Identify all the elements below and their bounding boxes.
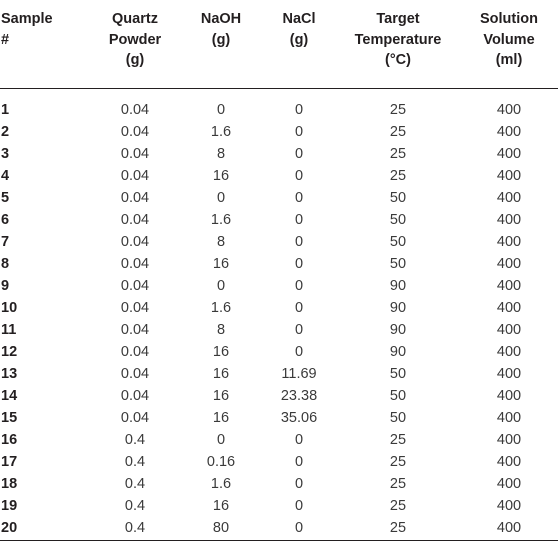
table-row [0,406,558,428]
naoh-cell: 16 [212,498,230,514]
quartz-powder-cell: 0.04 [120,212,150,228]
quartz-powder-cell: 0.04 [120,366,150,382]
table-row [0,230,558,252]
temperature-cell: 25 [389,168,407,184]
volume-cell: 400 [496,168,522,184]
sample-number-cell: 1 [1,102,10,118]
header-line: (g) [289,31,309,48]
volume-cell: 400 [496,234,522,250]
volume-cell: 400 [496,432,522,448]
sample-number-cell: 3 [1,146,10,162]
temperature-cell: 50 [389,234,407,250]
header-line: Temperature [354,31,442,48]
nacl-cell: 11.69 [281,366,317,382]
volume-cell: 400 [496,190,522,206]
temperature-cell: 25 [389,432,407,448]
solution-volume-header [460,0,558,88]
temperature-cell: 25 [389,454,407,470]
header-line: (ml) [495,52,523,68]
sample-header [0,0,90,88]
nacl-cell: 0 [294,212,304,228]
naoh-cell: 0 [216,278,226,294]
naoh-cell: 16 [212,366,230,382]
sample-number-cell: 6 [1,212,10,228]
naoh-cell: 16 [212,410,230,426]
quartz-powder-cell: 0.04 [120,278,150,294]
naoh-cell: 0 [216,102,226,118]
nacl-cell: 0 [294,146,304,162]
table-header [0,0,558,88]
temperature-cell: 25 [389,146,407,162]
nacl-cell: 0 [294,432,304,448]
temperature-cell: 90 [389,322,407,338]
quartz-powder-cell: 0.04 [120,344,150,360]
naoh-cell: 16 [212,344,230,360]
sample-number-cell: 15 [1,410,18,426]
nacl-cell: 35.06 [280,410,318,426]
sample-number-cell: 2 [1,124,10,140]
sample-number-cell: 18 [1,476,18,492]
quartz-powder-cell: 0.04 [120,256,150,272]
nacl-cell: 0 [294,168,304,184]
temperature-cell: 25 [389,498,407,514]
naoh-cell: 8 [216,234,226,250]
sample-number-cell: 17 [1,454,18,470]
header-line: Quartz [112,11,158,27]
quartz-powder-cell: 0.04 [120,102,150,118]
temperature-cell: 50 [389,212,407,228]
table-row [0,296,558,318]
table-row [0,318,558,340]
quartz-powder-cell: 0.04 [120,146,150,162]
volume-cell: 400 [496,476,522,492]
temperature-cell: 25 [336,516,460,540]
volume-cell: 400 [496,366,522,382]
volume-cell: 400 [496,410,522,426]
temperature-cell: 50 [389,256,407,272]
nacl-cell: 0 [294,190,304,206]
naoh-cell: 0.16 [206,454,236,470]
header-line: # [1,31,10,48]
quartz-powder-cell: 0.04 [120,410,150,426]
target-temperature-header [336,0,460,88]
nacl-cell: 0 [294,124,304,140]
volume-cell: 400 [496,256,522,272]
naoh-cell: 80 [180,516,262,540]
sample-number-cell: 11 [1,322,17,338]
nacl-cell: 0 [294,102,304,118]
table-row [0,472,558,494]
table-row [0,274,558,296]
quartz-powder-cell: 0.04 [120,190,150,206]
naoh-cell: 0 [216,190,226,206]
table-body [0,88,558,540]
table-row [0,186,558,208]
nacl-cell: 0 [294,234,304,250]
naoh-cell: 16 [212,256,230,272]
table-row [0,494,558,516]
table-row [0,340,558,362]
table-row [0,450,558,472]
sample-number-cell: 14 [1,388,18,404]
nacl-header [262,0,336,88]
quartz-powder-cell: 0.4 [90,516,180,540]
naoh-cell: 8 [216,146,226,162]
temperature-cell: 90 [389,278,407,294]
table-row [0,362,558,384]
sample-number-cell: 13 [1,366,18,382]
sample-number-cell: 19 [1,498,18,514]
nacl-cell: 0 [294,454,304,470]
nacl-cell: 0 [294,498,304,514]
temperature-cell: 25 [389,102,407,118]
table-row [0,428,558,450]
naoh-cell: 8 [216,322,226,338]
naoh-cell: 1.6 [210,300,232,316]
header-line: Volume [483,31,535,48]
table-row [0,88,558,120]
volume-cell: 400 [496,212,522,228]
naoh-cell: 16 [212,388,230,404]
table-row [0,164,558,186]
nacl-cell: 0 [262,516,336,540]
temperature-cell: 90 [389,344,407,360]
naoh-header [180,0,262,88]
sample-number-cell: 9 [1,278,10,294]
temperature-cell: 50 [389,388,407,404]
sample-number-cell: 5 [1,190,10,206]
volume-cell: 400 [496,278,522,294]
naoh-cell: 1.6 [210,476,232,492]
quartz-powder-cell: 0.04 [120,322,150,338]
table-row [0,142,558,164]
sample-number-cell: 10 [1,300,18,316]
temperature-cell: 25 [389,124,407,140]
quartz-powder-cell: 0.04 [120,234,150,250]
header-line: Target [376,11,420,27]
quartz-powder-cell: 0.04 [120,388,150,404]
header-line: Sample [1,11,53,27]
quartz-powder-cell: 0.4 [124,454,146,470]
volume-cell: 400 [496,102,522,118]
table-row [0,384,558,406]
quartz-powder-cell: 0.4 [124,432,146,448]
quartz-powder-header [90,0,180,88]
quartz-powder-cell: 0.04 [120,168,150,184]
volume-cell: 400 [496,300,522,316]
quartz-powder-cell: 0.4 [124,476,146,492]
volume-cell: 400 [460,516,558,540]
volume-cell: 400 [496,388,522,404]
volume-cell: 400 [496,322,522,338]
sample-number-cell: 12 [1,344,18,360]
nacl-cell: 0 [294,344,304,360]
header-line: (g) [125,52,145,68]
header-row [0,0,558,88]
header-line: (g) [211,31,231,48]
nacl-cell: 0 [294,278,304,294]
temperature-cell: 50 [389,366,407,382]
table-row [0,252,558,274]
naoh-cell: 1.6 [210,124,232,140]
naoh-cell: 16 [212,168,230,184]
sample-number-cell: 8 [1,256,10,272]
volume-cell: 400 [496,124,522,140]
temperature-cell: 25 [389,476,407,492]
nacl-cell: 0 [294,322,304,338]
sample-number-cell: 20 [0,516,90,540]
header-line: (°C) [385,52,411,68]
quartz-powder-cell: 0.4 [124,498,146,514]
nacl-cell: 23.38 [280,388,318,404]
table-row [0,120,558,142]
nacl-cell: 0 [294,300,304,316]
volume-cell: 400 [496,454,522,470]
sample-number-cell: 4 [1,168,10,184]
header-line: NaCl [282,11,316,27]
temperature-cell: 50 [389,410,407,426]
table-row [0,516,558,540]
sample-number-cell: 16 [1,432,18,448]
naoh-cell: 0 [216,432,226,448]
sample-number-cell: 7 [1,234,10,250]
volume-cell: 400 [496,146,522,162]
header-line: Powder [108,31,162,48]
header-line: Solution [480,11,538,27]
nacl-cell: 0 [294,256,304,272]
temperature-cell: 90 [389,300,407,316]
quartz-powder-cell: 0.04 [120,300,150,316]
header-line: NaOH [200,11,242,27]
quartz-powder-cell: 0.04 [120,124,150,140]
nacl-cell: 0 [294,476,304,492]
table-row [0,208,558,230]
volume-cell: 400 [496,344,522,360]
temperature-cell: 50 [389,190,407,206]
naoh-cell: 1.6 [210,212,232,228]
volume-cell: 400 [496,498,522,514]
